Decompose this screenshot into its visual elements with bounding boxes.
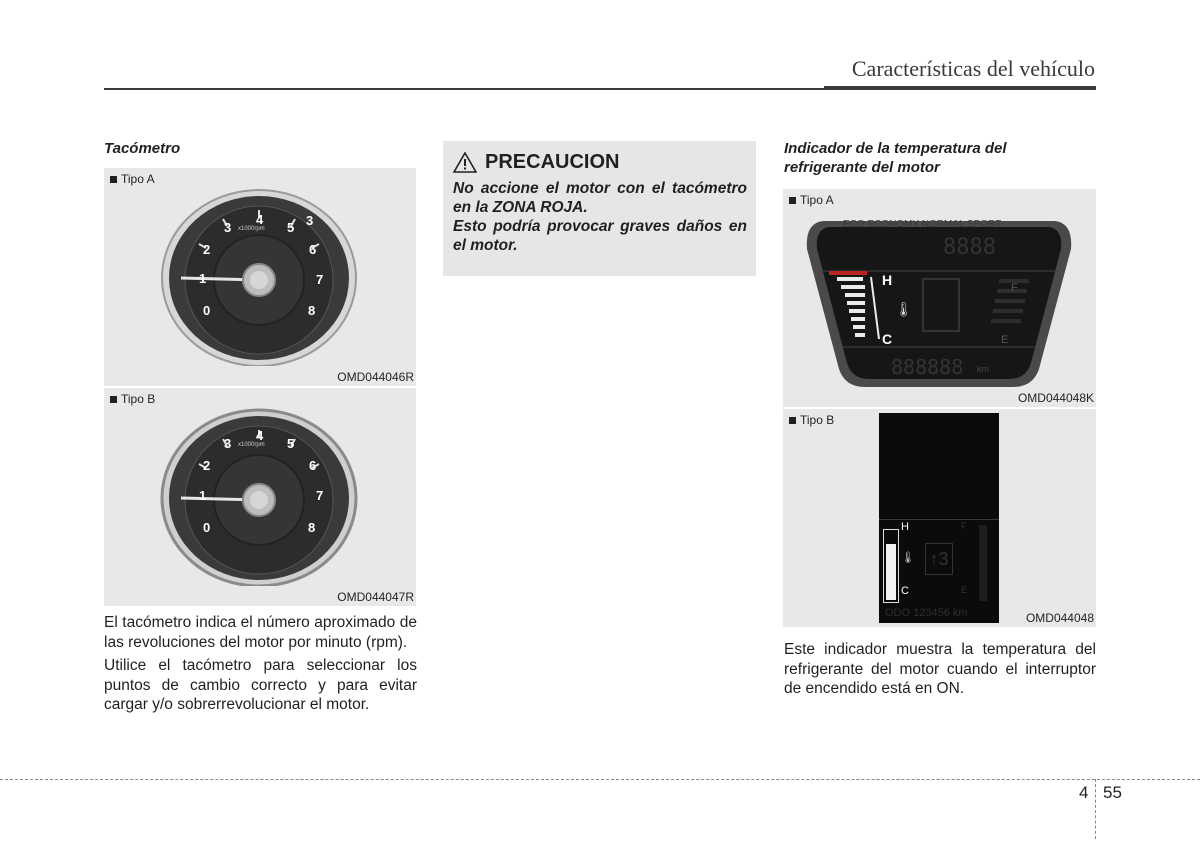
tick-label-2: 2	[203, 242, 211, 257]
tick-label-1: 1	[199, 488, 207, 503]
paragraph: Utilice el tacómetro para seleccionar los puntos de cambio correcto y para evitar cargar y/o sobrerrevolucionar el motor.	[104, 657, 417, 713]
bullet-square-icon	[110, 396, 117, 403]
tachometer-section-title: Tacómetro	[104, 140, 181, 157]
figure-label-text: Tipo B	[121, 392, 156, 406]
figure-label-text: Tipo A	[121, 172, 155, 186]
tick-label-3b: 3	[224, 220, 232, 235]
coolant-section-title-line2: refrigerante del motor	[784, 159, 940, 176]
coolant-figure-type-b	[783, 409, 1096, 627]
figure-label-text: Tipo A	[800, 193, 834, 207]
paragraph: El tacómetro indica el número aproximado de las revoluciones del motor por minuto (rpm).	[104, 614, 417, 651]
caution-box	[443, 141, 756, 276]
warning-triangle-icon	[453, 152, 477, 173]
tick-label-4: 4	[256, 428, 264, 443]
temp-bar-frame	[883, 529, 899, 603]
page-number: 55	[1103, 783, 1122, 802]
tick-label-5: 5	[287, 436, 295, 451]
lcd-divider	[879, 519, 999, 520]
figure-code: OMD044048	[1025, 611, 1094, 625]
lcd-digits: 8888	[943, 235, 996, 260]
fuel-bar	[979, 525, 987, 601]
bullet-square-icon	[789, 417, 796, 424]
tachometer-description	[104, 613, 417, 719]
tick-label-1: 1	[199, 271, 207, 286]
figure-label	[789, 413, 834, 427]
tachometer-figure-type-a	[104, 168, 416, 386]
figure-code: OMD044046R	[337, 370, 414, 384]
figure-code: OMD044047R	[337, 590, 414, 604]
rpm-unit-label: x1000rpm	[238, 226, 265, 232]
figure-label-text: Tipo B	[800, 413, 835, 427]
temp-cold-label: C	[882, 331, 893, 347]
paragraph: Este indicador muestra la temperatura del refrigerante del motor cuando el interruptor de encendido está en ON.	[784, 641, 1096, 697]
coolant-figure-type-a	[783, 189, 1096, 407]
rpm-unit-label: x1000rpm	[238, 442, 265, 448]
tick-label-6: 6	[309, 242, 317, 257]
fuel-full-label: F	[961, 521, 967, 531]
tachometer-figure-type-b	[104, 388, 416, 606]
tick-label-0: 0	[203, 520, 211, 535]
coolant-temp-icon: 🌡	[901, 552, 915, 564]
odometer-unit: km	[977, 364, 989, 374]
tick-label-3: 3	[306, 213, 314, 228]
coolant-description	[784, 640, 1096, 703]
tick-label-7: 7	[316, 272, 324, 287]
fuel-empty-label: E	[961, 585, 968, 595]
header-rule-accent	[824, 86, 1096, 90]
bullet-square-icon	[789, 197, 796, 204]
caution-text	[453, 179, 747, 255]
figure-label	[110, 172, 155, 186]
page-header-title: Características del vehículo	[851, 56, 1095, 81]
caution-header	[453, 151, 619, 174]
caution-line: Esto podría provocar graves daños en el motor.	[453, 218, 747, 254]
fuel-empty-label: E	[1001, 334, 1009, 346]
footer-page-divider	[1095, 779, 1096, 839]
tick-label-3: 3	[224, 436, 232, 451]
temp-hot-label: H	[882, 272, 893, 288]
coolant-temp-icon: 🌡	[895, 301, 913, 317]
tick-label-4: 4	[256, 212, 264, 227]
lcd-display-b	[879, 413, 999, 623]
tick-label-8: 8	[308, 303, 316, 318]
tick-label-8: 8	[308, 520, 316, 535]
figure-label	[789, 193, 834, 207]
tick-label-5: 5	[287, 220, 295, 235]
chapter-number: 4	[1079, 783, 1089, 802]
footer-rule	[0, 779, 1200, 780]
tick-label-6: 6	[309, 458, 317, 473]
caution-title: PRECAUCION	[485, 151, 620, 173]
coolant-section-title-line1: Indicador de la temperatura del	[784, 140, 1007, 157]
tick-label-7: 7	[316, 488, 324, 503]
odometer-digits: 888888	[891, 355, 964, 379]
fuel-full-label: F	[1011, 282, 1018, 294]
figure-code: OMD044048K	[1017, 391, 1094, 405]
temp-bar-fill	[886, 544, 896, 600]
figure-label	[110, 392, 155, 406]
temp-cold-label: C	[901, 585, 909, 597]
bullet-square-icon	[110, 176, 117, 183]
temp-hot-label: H	[901, 521, 909, 533]
tick-label-2: 2	[203, 458, 211, 473]
gear-indicator: ↑3	[925, 543, 953, 575]
drive-mode-text: ECO ECONOMY NORMAL SPORT	[843, 219, 1002, 230]
caution-line: No accione el motor con el tacómetro en la ZONA ROJA.	[453, 180, 747, 216]
odometer-readout: ODO 123456 km	[885, 607, 968, 619]
tick-label-0: 0	[203, 303, 211, 318]
